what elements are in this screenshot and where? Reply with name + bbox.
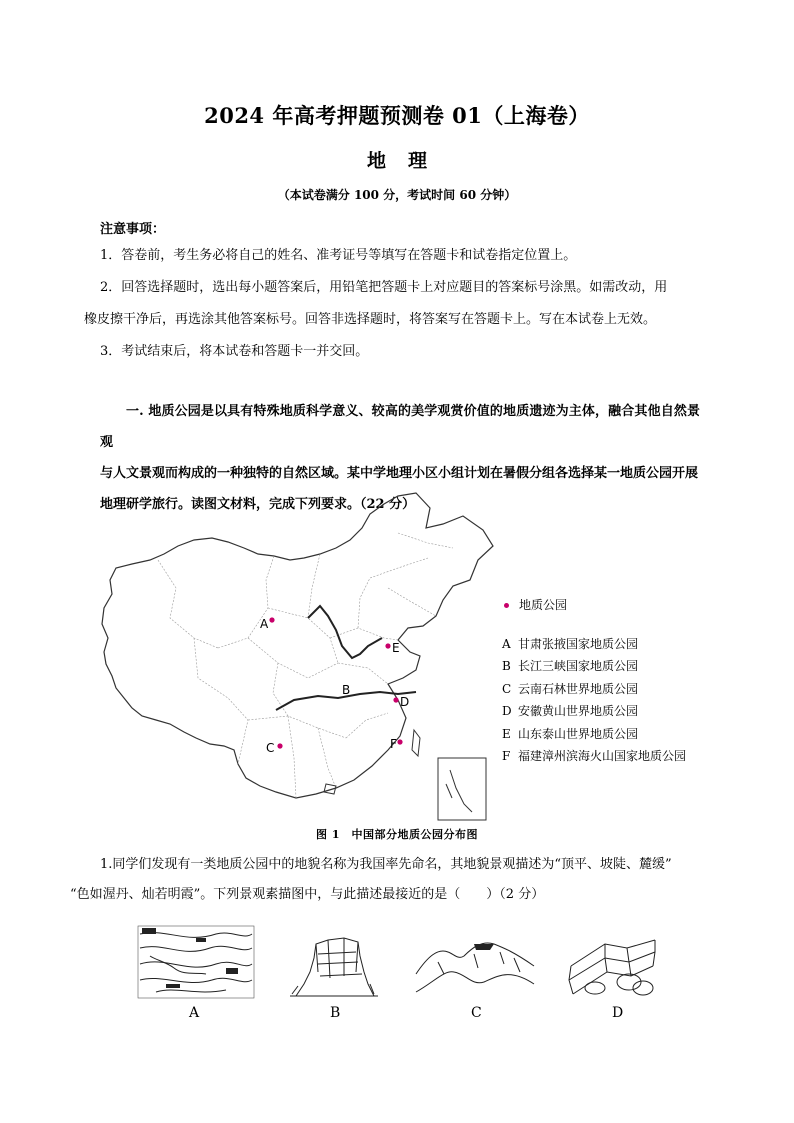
intro-line: 一. 地质公园是以具有特殊地质科学意义、较高的美学观赏价值的地质遗迹为主体，融合其他自然景观 — [100, 404, 700, 450]
option-a-label: A — [189, 1005, 200, 1021]
subject-title: 地理 — [366, 150, 449, 172]
notice-item: 1．答卷前，考生务必将自己的姓名、准考证号等填写在答题卡和试卷指定位置上。 — [100, 248, 577, 263]
option-d-label: D — [612, 1005, 624, 1021]
geopark-label-e: E — [392, 641, 400, 655]
legend-item — [502, 700, 686, 723]
question-1 — [70, 850, 720, 910]
sketch-a-image — [136, 924, 256, 1000]
legend-item — [502, 745, 686, 768]
intro-line: 与人文景观而构成的一种独特的自然区域。某中学地理小区小组计划在暑假分组各选择某一地质公园开展 — [100, 466, 699, 481]
islands — [324, 730, 420, 794]
legend-items — [502, 633, 686, 768]
sketch-d-image — [565, 936, 659, 1002]
legend-name: 山东泰山世界地质公园 — [518, 726, 639, 741]
geopark-point-e — [385, 643, 390, 648]
geopark-label-c: C — [266, 741, 275, 755]
question-line: “色如渥丹、灿若明霞”。下列景观素描图中，与此描述最接近的是（ ）（2 分） — [70, 887, 545, 902]
geopark-point-d — [393, 697, 398, 702]
geopark-label-f: F — [390, 737, 397, 751]
legend-name: 甘肃张掖国家地质公园 — [518, 636, 639, 651]
park-points — [260, 617, 409, 755]
legend-key: F — [502, 749, 511, 763]
exam-title: 2024 年高考押题预测卷 01（上海卷） — [204, 103, 590, 128]
option-c-label: C — [471, 1005, 482, 1021]
geopark-label-d: D — [400, 695, 410, 709]
score-note: （本试卷满分 100 分，考试时间 60 分钟） — [277, 188, 517, 202]
legend-key: E — [502, 726, 511, 741]
legend-key: B — [502, 659, 511, 673]
legend-title: 地质公园 — [519, 598, 568, 612]
province-borders — [158, 533, 453, 798]
legend-item — [502, 678, 686, 701]
legend-item — [502, 723, 686, 746]
notice-list — [84, 240, 700, 368]
geopark-label-a: A — [260, 617, 269, 631]
legend-key: A — [502, 636, 511, 651]
legend-name: 安徽黄山世界地质公园 — [518, 704, 639, 718]
legend-item — [502, 633, 686, 656]
geopark-dot-icon — [504, 603, 509, 608]
legend-item — [502, 655, 686, 678]
legend-title-row — [502, 594, 686, 617]
legend-name: 云南石林世界地质公园 — [518, 681, 639, 696]
notice-heading: 注意事项： — [100, 222, 166, 237]
china-outline — [102, 493, 493, 798]
geopark-point-a — [269, 617, 274, 622]
geopark-point-f — [397, 739, 402, 744]
option-b-label: B — [330, 1005, 341, 1021]
south-sea-inset — [438, 758, 486, 820]
legend-name: 福建漳州滨海火山国家地质公园 — [518, 749, 687, 763]
geopark-point-c — [277, 743, 282, 748]
intro-line: 地理研学旅行。读图文材料，完成下列要求。（22 分） — [100, 497, 416, 512]
sketch-b-image — [288, 932, 380, 1000]
map-caption: 图 1 中国部分地质公园分布图 — [316, 828, 478, 841]
notice-item: 橡皮擦干净后，再选涂其他答案标号。回答非选择题时，将答案写在答题卡上。写在本试卷上无效。 — [84, 312, 657, 327]
notice-item: 2．回答选择题时，选出每小题答案后，用铅笔把答题卡上对应题目的答案标号涂黑。如需改动，用 — [100, 280, 668, 295]
notice-item: 3．考试结束后，将本试卷和答题卡一并交回。 — [100, 344, 369, 359]
geopark-label-b: B — [342, 683, 351, 697]
legend-key: D — [502, 704, 512, 718]
map-legend — [502, 594, 686, 768]
sketch-c-image — [414, 934, 536, 996]
legend-key: C — [502, 681, 512, 696]
legend-name: 长江三峡国家地质公园 — [518, 659, 639, 673]
question-line: 1.同学们发现有一类地质公园中的地貌名称为我国率先命名，其地貌景观描述为“顶平、坡陡、麓缓” — [100, 857, 672, 872]
